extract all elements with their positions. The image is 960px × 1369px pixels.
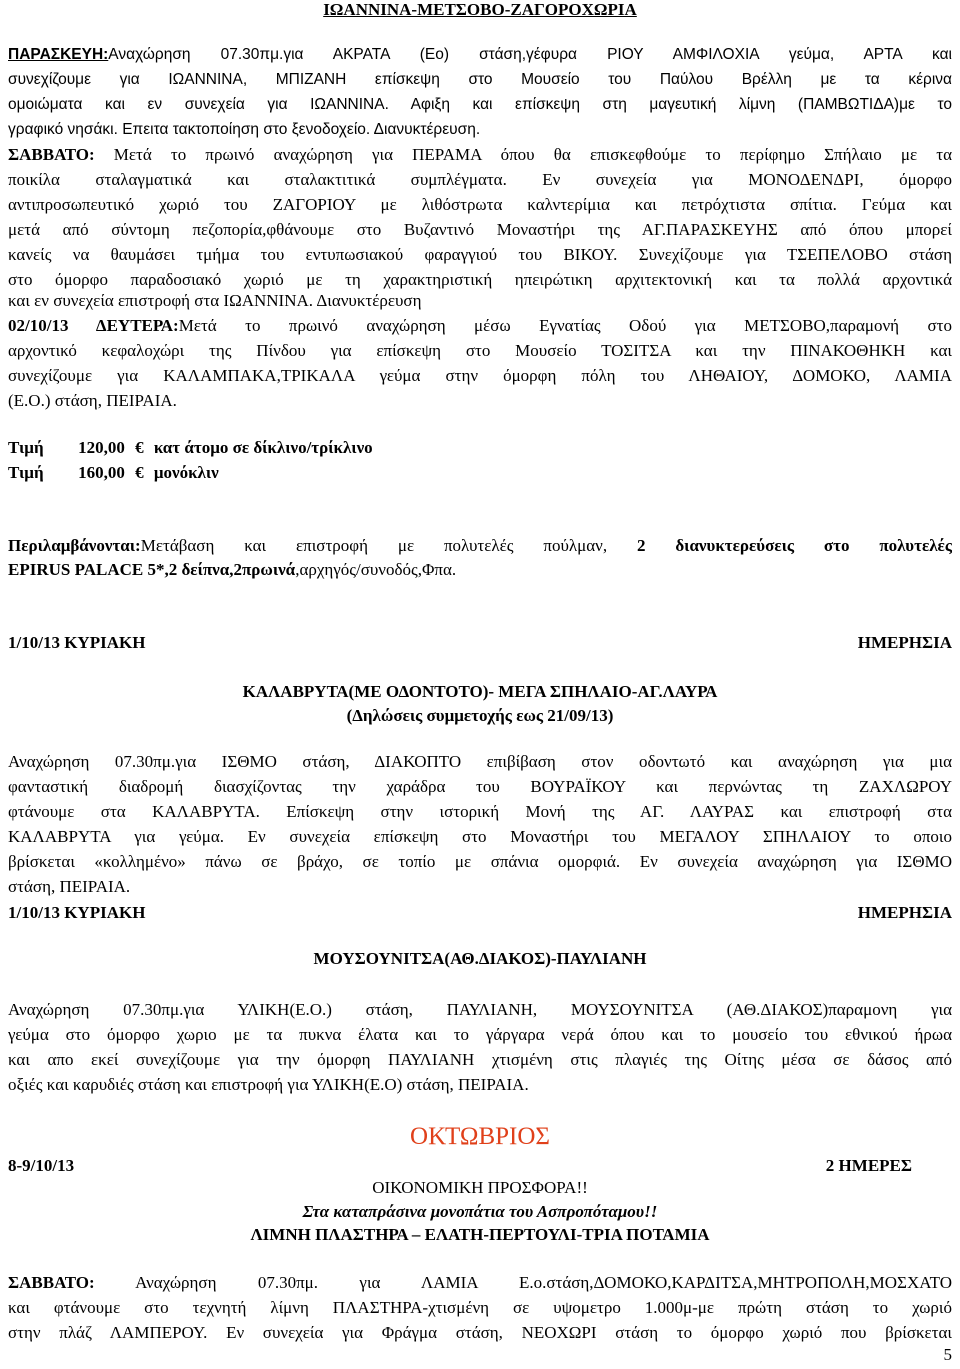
trip1-line-6: ποικίλα σταλαγματικά και σταλακτιτικά συμπλέγματα. Εν συνεχεία για ΜΟΝΟΔΕΝΔΡΙ, όμορφο [8, 170, 952, 189]
euro-symbol: € [135, 438, 144, 457]
october-line-1-text: Αναχώρηση 07.30πμ. για ΛΑΜΙΑ Ε.ο.στάση,ΔΟΜΟΚΟ,ΚΑΡΔΙΤΣΑ,ΜΗΤΡΟΠΟΛΗ,ΜΟΣΧΑΤΟ [94, 1273, 952, 1292]
price-row-1 [8, 438, 952, 458]
october-line-2: και φτάνουμε στο τεχνητή λίμνη ΠΛΑΣΤΗΡΑ-χτισμένη σε υψομετρο 1.000μ-με πρώτη στάση το χωριό [8, 1298, 952, 1317]
euro-symbol: € [135, 463, 144, 482]
trip1-line-13: αρχοντικό κεφαλοχώρι της Πίνδου για επίσκεψη στο Μουσείο ΤΟΣΙΤΣΑ και την ΠΙΝΑΚΟΘΗΚΗ και [8, 341, 952, 360]
trip2-heading: ΚΑΛΑΒΡΥΤΑ(ΜΕ ΟΔΟΝΤΟΤΟ)- ΜΕΓΑ ΣΠΗΛΑΙΟ-ΑΓ.ΛΑΥΡΑ [242, 682, 718, 701]
month-heading: ΟΚΤΩΒΡΙΟΣ [410, 1123, 550, 1150]
saturday-label: ΣΑΒΒΑΤΟ: [8, 145, 95, 164]
october-heading: ΛΙΜΝΗ ΠΛΑΣΤΗΡΑ – ΕΛΑΤΗ-ΠΕΡΤΟΥΛΙ-ΤΡΙΑ ΠΟΤΑΜΙΑ [250, 1225, 710, 1244]
trip3-line-4: οξιές και καρυδιές στάση και επιστροφή για ΥΛΙΚΗ(Ε.Ο) στάση, ΠΕΙΡΑΙΑ. [8, 1075, 529, 1094]
includes-text: Μετάβαση και επιστροφή με πολυτελές πούλμαν, [140, 536, 637, 555]
offer-text: ΟΙΚΟΝΟΜΙΚΗ ΠΡΟΣΦΟΡΑ!! [372, 1178, 588, 1197]
trip1-line-11: και εν συνεχεία επιστροφή στα ΙΩΑΝΝΙΝΑ. Διανυκτέρευση [8, 291, 422, 310]
october-line-3: στην πλάζ ΛΑΜΠΕΡΟΥ. Εν συνεχεία για Φράγμα στάση, ΝΕΟΧΩΡΙ στάση το όμορφο χωριό που βρίσκεται [8, 1323, 952, 1342]
trip2-line-4: ΚΑΛΑΒΡΥΤΑ για γεύμα. Εν συνεχεία επίσκεψη στο Μοναστήρι του ΜΕΓΑΛΟΥ ΣΠΗΛΑΙΟΥ το οποιο [8, 827, 952, 846]
includes-label: Περιλαμβάνονται: [8, 536, 141, 555]
trip1-line-14: συνεχίζουμε για ΚΑΛΑΜΠΑΚΑ,ΤΡΙΚΑΛΑ γεύμα στην όμορφη πόλη του ΛΗΘΑΙΟΥ, ΔΟΜΟΚΟ, ΛΑΜΙΑ [8, 366, 952, 385]
page-number: 5 [943, 1345, 952, 1364]
price-label: Τιμή [8, 438, 44, 457]
trip2-type: ΗΜΕΡΗΣΙΑ [857, 633, 952, 652]
includes-nights: 2 διανυκτερεύσεις στο πολυτελές [636, 536, 952, 555]
trip3-line-1: Αναχώρηση 07.30πμ.για ΥΛΙΚΗ(Ε.Ο.) στάση, ΠΑΥΛΙΑΝΗ, ΜΟΥΣΟΥΝΙΤΣΑ (ΑΘ.ΔΙΑΚΟΣ)παραμονη για [8, 1000, 952, 1019]
price-description: μονόκλιν [153, 463, 219, 482]
trip2-line-5: βρίσκεται «κολλημένο» πάνω σε βράχο, σε τοπίο με σπάνια ομορφιά. Εν συνεχεία αναχώρηση για ΙΣΘΜΟ [8, 852, 952, 871]
trip2-date-row [8, 633, 952, 653]
saturday-label: ΣΑΒΒΑΤΟ: [8, 1273, 95, 1292]
page-title: ΙΩΑΝΝΙΝΑ-ΜΕΤΣΟΒΟ-ΖΑΓΟΡΟΧΩΡΙΑ [323, 0, 637, 19]
price-description: κατ άτομο σε δίκλινο/τρίκλινο [153, 438, 373, 457]
price-amount: 160,00 [78, 463, 125, 482]
includes-line-2 [8, 560, 952, 580]
price-amount: 120,00 [78, 438, 125, 457]
trip1-line-9: κανείς να θαυμάσει τμήμα του εντυπωσιακού φαραγγιού του ΒΙΚΟΥ. Συνεχίζουμε για ΤΣΕΠΕΛΟΒΟ στάση [8, 245, 952, 264]
trip3-line-2: γεύμα στο όμορφο χωριο με τα πυκνα έλατα και το γάργαρα νερά όπου και το μουσείο του εθνικού ήρωα [8, 1025, 952, 1044]
price-label: Τιμή [8, 463, 44, 482]
trip1-line-5-text: Μετά το πρωινό αναχώρηση για ΠΕΡΑΜΑ όπου θα επισκεφθούμε το περίφημο Σπήλαιο με τα [94, 145, 952, 164]
includes-extra: ,αρχηγός/συνοδός,Φπα. [295, 560, 457, 579]
trip3-heading: ΜΟΥΣΟΥΝΙΤΣΑ(ΑΘ.ΔΙΑΚΟΣ)-ΠΑΥΛΙΑΝΗ [313, 949, 647, 968]
trip1-line-2: συνεχίζουμε για ΙΩΑΝΝΙΝΑ, ΜΠΙΖΑΝΗ επίσκεψη στο Μουσείο του Παύλου Βρέλλη με τα κέρινα [8, 71, 952, 88]
october-duration: 2 ΗΜΕΡΕΣ [825, 1156, 912, 1175]
trip1-line-4: γραφικό νησάκι. Επειτα τακτοποίηση στο ξενοδοχείο. Διανυκτέρευση. [8, 121, 481, 138]
trip3-type: ΗΜΕΡΗΣΙΑ [857, 903, 952, 922]
trip1-line-8: μετά από σύντομη πεζοπορία,φθάνουμε στο Βυζαντινό Μοναστήρι της ΑΓ.ΠΑΡΑΣΚΕΥΗΣ από όπου μπορεί [8, 220, 952, 239]
trip1-line-12 [8, 316, 952, 336]
trip1-line-7: αντιπροσωπευτικό χωριό του ΖΑΓΟΡΙΟΥ με λιθόστρωτα καλντερίμια και πετρόχτιστα σπίτια. Γεύμα και [8, 195, 952, 214]
trip2-date: 1/10/13 ΚΥΡΙΑΚΗ [8, 633, 146, 652]
trip1-line-5 [8, 145, 952, 165]
trip3-date-row [8, 903, 952, 923]
october-date: 8-9/10/13 [8, 1156, 75, 1175]
trip1-line-10: στο όμορφο παραδοσιακό χωριό με τη χαρακτηριστική ηπειρώτικη αρχιτεκτονική και τα πολλά αρχοντικά [8, 270, 952, 289]
october-date-row [8, 1156, 952, 1176]
offer-subtitle: Στα καταπράσινα μονοπάτια του Ασπροπόταμου!! [302, 1202, 658, 1221]
monday-label: 02/10/13 ΔΕΥΤΕΡΑ: [8, 316, 179, 335]
october-line-1 [8, 1273, 952, 1293]
price-row-2 [8, 463, 952, 483]
trip2-line-2: φανταστική διαδρομή διασχίζοντας την χαράδρα του ΒΟΥΡΑΪΚΟΥ και περνώντας τη ΖΑΧΛΩΡΟΥ [8, 777, 952, 796]
trip1-line-3: ομοιώματα και εν συνεχεία για ΙΩΑΝΝΙΝΑ. Αφιξη και επίσκεψη στη μαγευτική λίμνη (ΠΑΜΒΩΤΙΔΑ)με το [8, 96, 952, 113]
trip2-line-6: στάση, ΠΕΙΡΑΙΑ. [8, 877, 131, 896]
trip3-date: 1/10/13 ΚΥΡΙΑΚΗ [8, 903, 146, 922]
includes-hotel: EPIRUS PALACE 5*,2 δείπνα,2πρωινά [8, 560, 296, 579]
trip1-line-15: (Ε.Ο.) στάση, ΠΕΙΡΑΙΑ. [8, 391, 177, 410]
includes-line-1 [8, 536, 952, 556]
trip2-line-3: φτάνουμε στα ΚΑΛΑΒΡΥΤΑ. Επίσκεψη στην ιστορική Μονή της ΑΓ. ΛΑΥΡΑΣ και επιστροφή στα [8, 802, 952, 821]
friday-label: ΠΑΡΑΣΚΕΥΗ: [8, 46, 109, 63]
trip2-line-1: Αναχώρηση 07.30πμ.για ΙΣΘΜΟ στάση, ΔΙΑΚΟΠΤΟ επιβίβαση στον οδοντωτό και αναχώρηση για μια [8, 752, 952, 771]
trip1-line-1-text: Αναχώρηση 07.30πμ.για ΑΚΡΑΤΑ (Εο) στάση,γέφυρα ΡΙΟΥ ΑΜΦΙΛΟΧΙΑ γεύμα, ΑΡΤΑ και [108, 46, 952, 63]
trip2-deadline: (Δηλώσεις συμμετοχής εως 21/09/13) [346, 706, 614, 725]
trip1-line-12-text: Μετά το πρωινό αναχώρηση μέσω Εγνατίας Οδού για ΜΕΤΣΟΒΟ,παραμονή στο [178, 316, 952, 335]
trip3-line-3: και απο εκεί συνεχίζουμε για την όμορφη ΠΑΥΛΙΑΝΗ χτισμένη στις πλαγιές της Οίτης μέσα σε δάσος από [8, 1050, 952, 1069]
trip1-line-1 [8, 45, 952, 65]
